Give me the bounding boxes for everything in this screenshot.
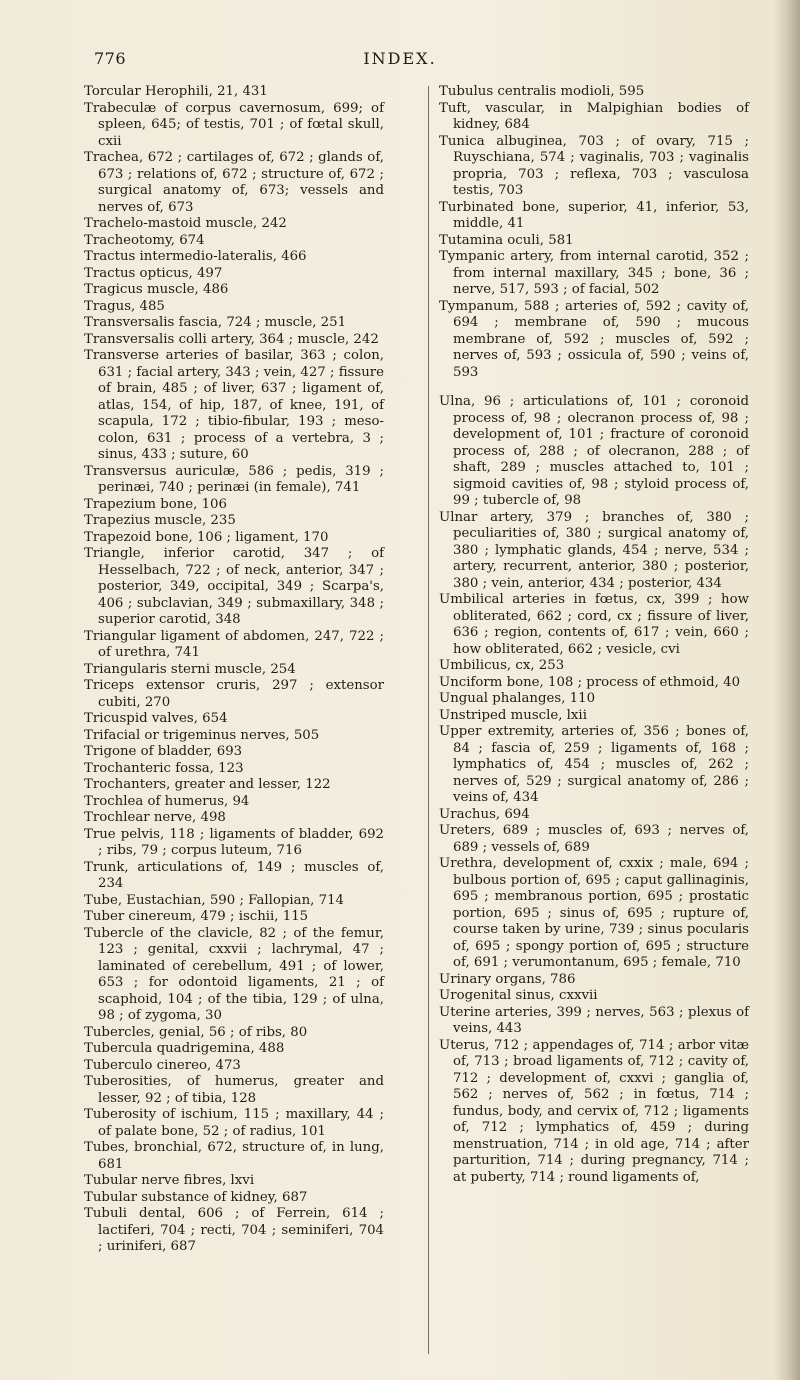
index-entry: Trabeculæ of corpus cavernosum, 699; of spleen, 645; of testis, 701 ; of fœtal skull, cxii [84,100,384,149]
index-entry: Tuber cinereum, 479 ; ischii, 115 [84,909,309,924]
index-entry: Urinary organs, 786 [439,971,576,987]
index-entry: Ulna, 96 ; articulations of, 101 ; coronoid process of, 98 ; olecranon process of, 98 ; development of, 101 ; fracture of coronoid process of, 288 ; of olecranon, 288 ; of shaft, 289 ; muscles attached to, 101 ; sigmoid cavities of, 98 ; styloid process of, 99 ; tubercle of, 98 [439,394,749,508]
index-entry: True pelvis, 118 ; ligaments of bladder, 692 ; ribs, 79 ; corpus luteum, 716 [84,826,384,858]
index-entry: Tuberosity of ischium, 115 ; maxillary, 44 ; of palate bone, 52 ; of radius, 101 [84,1107,384,1139]
left-index-column [84,84,384,1256]
index-entry: Transversalis fascia, 724 ; muscle, 251 [84,315,347,330]
running-head: INDEX. [363,49,437,68]
index-entry: Umbilical arteries in fœtus, cx, 399 ; how obliterated, 662 ; cord, cx ; fissure of liver, 636 ; region, contents of, 617 ; vein, 660 ; how obliterated, 662 ; vesicle, cvi [439,592,749,657]
index-entry: Uterus, 712 ; appendages of, 714 ; arbor vitæ of, 713 ; broad ligaments of, 712 ; cavity of, 712 ; development of, cxxvi ; ganglia of, 562 ; nerves of, 562 ; in fœtus, 714 ; fundus, body, and cervix of, 712 ; ligaments of, 712 ; lymphatics of, 459 ; during menstruation, 714 ; in old age, 714 ; after parturition, 714 ; during pregnancy, 714 ; at puberty, 714 ; round ligaments of, [439,1037,749,1185]
index-entry: Tuberculo cinereo, 473 [84,1057,241,1073]
index-entry: Triangular ligament of abdomen, 247, 722 ; of urethra, 741 [84,628,384,660]
index-entry: Tubuli dental, 606 ; of Ferrein, 614 ; lactiferi, 704 ; recti, 704 ; seminiferi, 704 ; uriniferi, 687 [84,1206,384,1254]
index-entry: Ungual phalanges, 110 [439,691,596,706]
index-entry: Trapezius muscle, 235 [84,513,236,528]
index-entry: Tutamina oculi, 581 [439,232,574,248]
index-entry: Trachea, 672 ; cartilages of, 672 ; glands of, 673 ; relations of, 672 ; structure of, 672 ; surgical anatomy of, 673; vessels and nerves of, 673 [84,150,384,215]
index-entry: Tractus opticus, 497 [84,265,223,281]
index-entry: Tuft, vascular, in Malpighian bodies of kidney, 684 [439,100,749,132]
right-index-column [439,84,749,1186]
index-entry: Unciform bone, 108 ; process of ethmoid, 40 [439,674,741,690]
page-edge-shadow [774,0,800,1380]
index-entry: Tympanic artery, from internal carotid, 352 ; from internal maxillary, 345 ; bone, 36 ; nerve, 517, 593 ; of facial, 502 [439,249,749,297]
index-entry: Torcular Herophili, 21, 431 [84,84,268,99]
index-entry: Trifacial or trigeminus nerves, 505 [84,727,320,743]
index-entry: Trochlea of humerus, 94 [84,793,250,809]
index-entry: Tracheotomy, 674 [84,232,205,248]
index-entry: Tricuspid valves, 654 [84,711,228,726]
index-entry: Tube, Eustachian, 590 ; Fallopian, 714 [84,892,345,908]
column-divider [428,86,429,1354]
index-entry: Upper extremity, arteries of, 356 ; bones of, 84 ; fascia of, 259 ; ligaments of, 168 ; lymphatics of, 454 ; muscles of, 262 ; nerves of, 529 ; surgical anatomy of, 286 ; veins of, 434 [439,724,749,805]
index-entry: Uterine arteries, 399 ; nerves, 563 ; plexus of veins, 443 [439,1004,749,1036]
index-entry: Tubular substance of kidney, 687 [84,1189,308,1205]
index-entry: Tragicus muscle, 486 [84,282,229,297]
page-number: 776 [94,49,127,68]
index-entry: Turbinated bone, superior, 41, inferior, 53, middle, 41 [439,199,749,231]
index-entry: Transverse arteries of basilar, 363 ; colon, 631 ; facial artery, 343 ; vein, 427 ; fissure of brain, 485 ; of liver, 637 ; ligament of, atlas, 154, of hip, 187, of knee, 191, of scapula, 172 ; tibio-fibular, 193 ; meso-colon, 631 ; process of a vertebra, 3 ; sinus, 433 ; suture, 60 [84,348,384,462]
index-entry: Tubulus centralis modioli, 595 [439,84,645,99]
index-entry: Tragus, 485 [84,298,165,314]
index-entry: Umbilicus, cx, 253 [439,658,565,673]
index-entry: Triceps extensor cruris, 297 ; extensor cubiti, 270 [84,678,384,710]
index-entry: Urethra, development of, cxxix ; male, 694 ; bulbous portion of, 695 ; caput gallinaginis, 695 ; membranous portion, 695 ; prostatic portion, 695 ; sinus of, 695 ; rupture of, course taken by urine, 739 ; sinus pocularis of, 695 ; spongy portion of, 695 ; structure of, 691 ; verumontanum, 695 ; female, 710 [439,856,749,970]
index-entry: Tractus intermedio-lateralis, 466 [84,249,307,264]
index-entry: Unstriped muscle, lxii [439,707,587,723]
index-entry: Trunk, articulations of, 149 ; muscles of, 234 [84,859,384,891]
index-entry: Transversalis colli artery, 364 ; muscle, 242 [84,331,379,347]
index-entry: Trapezium bone, 106 [84,496,227,512]
index-entry: Transversus auriculæ, 586 ; pedis, 319 ; perinæi, 740 ; perinæi (in female), 741 [84,463,384,495]
page-header [0,49,800,75]
index-entry: Trapezoid bone, 106 ; ligament, 170 [84,529,329,545]
index-entry: Urogenital sinus, cxxvii [439,988,598,1003]
index-entry: Tubes, bronchial, 672, structure of, in lung, 681 [84,1140,384,1172]
index-entry: Tubular nerve fibres, lxvi [84,1173,255,1188]
index-entry: Tunica albuginea, 703 ; of ovary, 715 ; Ruyschiana, 574 ; vaginalis, 703 ; vaginalis propria, 703 ; reflexa, 703 ; vasculosa testis, 703 [439,133,749,198]
index-entry: Trochanteric fossa, 123 [84,760,244,776]
index-entry: Tympanum, 588 ; arteries of, 592 ; cavity of, 694 ; membrane of, 590 ; mucous membrane of, 592 ; muscles of, 592 ; nerves of, 593 ; ossicula of, 590 ; veins of, 593 [439,298,749,380]
index-entry: Ureters, 689 ; muscles of, 693 ; nerves of, 689 ; vessels of, 689 [439,823,749,855]
index-entry: Triangle, inferior carotid, 347 ; of Hesselbach, 722 ; of neck, anterior, 347 ; posterior, 349, occipital, 349 ; Scarpa's, 406 ; subclavian, 349 ; submaxillary, 348 ; superior carotid, 348 [84,546,384,627]
index-entry: Tubercle of the clavicle, 82 ; of the femur, 123 ; genital, cxxvii ; lachrymal, 47 ; laminated of cerebellum, 491 ; of lower, 653 ; for odontoid ligaments, 21 ; of scaphoid, 104 ; of the tibia, 129 ; of ulna, 98 ; of zygoma, 30 [84,925,384,1023]
index-entry: Tubercula quadrigemina, 488 [84,1041,285,1056]
index-entry: Trochlear nerve, 498 [84,810,226,825]
index-entry: Tubercles, genial, 56 ; of ribs, 80 [84,1024,308,1040]
index-entry: Urachus, 694 [439,806,530,822]
index-entry: Trochanters, greater and lesser, 122 [84,777,331,792]
index-entry: Trigone of bladder, 693 [84,744,243,759]
index-entry: Ulnar artery, 379 ; branches of, 380 ; peculiarities of, 380 ; surgical anatomy of, 380 ; lymphatic glands, 454 ; nerve, 534 ; artery, recurrent, anterior, 380 ; posterior, 380 ; vein, anterior, 434 ; posterior, 434 [439,509,749,591]
index-entry: Tuberosities, of humerus, greater and lesser, 92 ; of tibia, 128 [84,1074,384,1106]
index-entry: Triangularis sterni muscle, 254 [84,661,296,677]
index-entry: Trachelo-mastoid muscle, 242 [84,216,287,231]
